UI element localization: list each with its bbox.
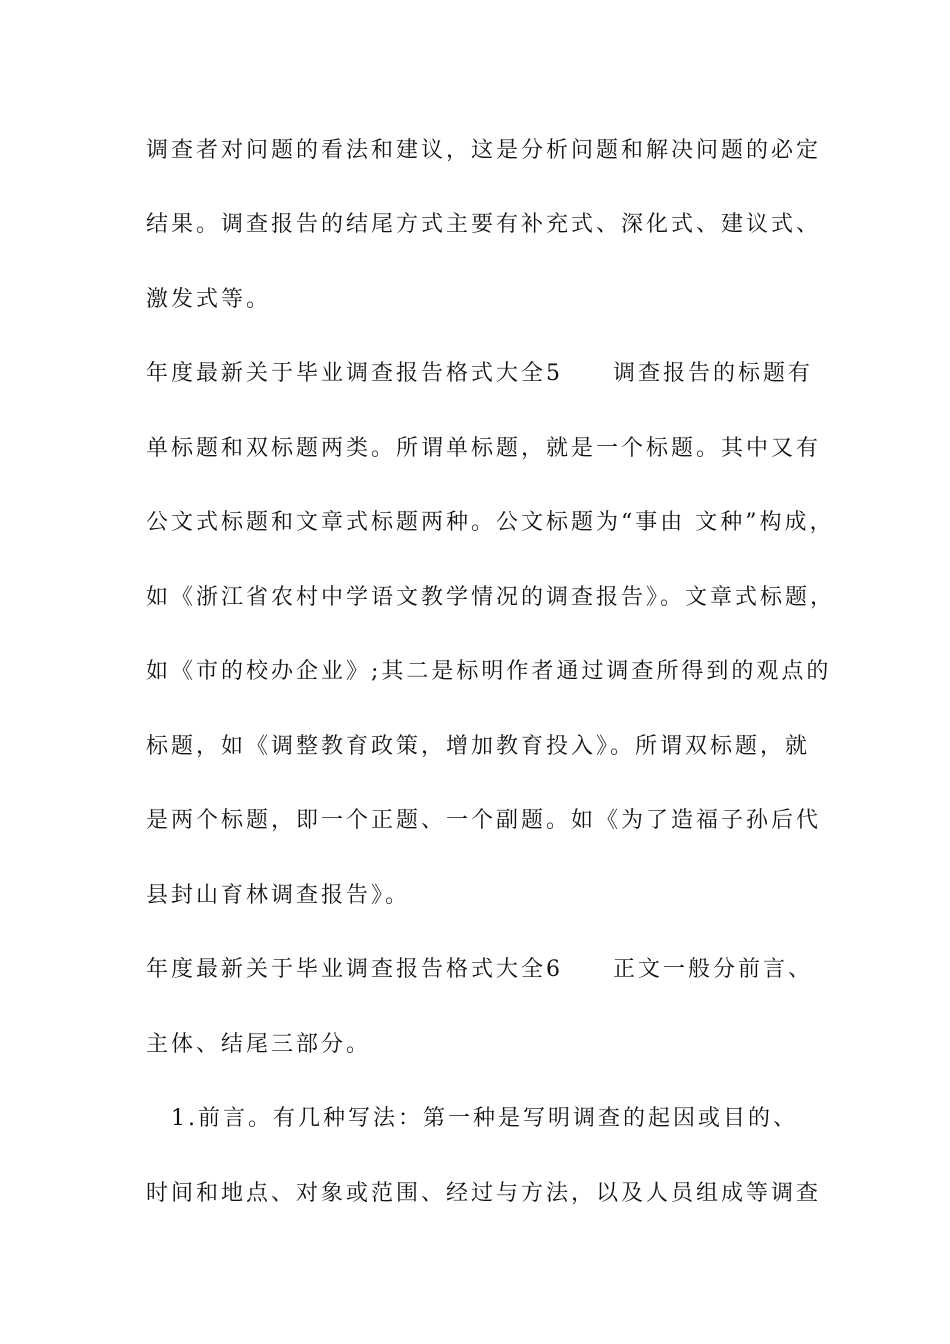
text-line-2: 结果。调查报告的结尾方式主要有补充式、深化式、建议式、 [146,212,822,237]
text-line-8: 如《市的校办企业》;其二是标明作者通过调查所得到的观点的 [146,659,832,684]
text-line-11: 县封山育林调查报告》。 [146,883,411,908]
section-heading-5: 年度最新关于毕业调查报告格式大全5 调查报告的标题有 [146,361,813,386]
text-line-10: 是两个标题，即一个正题、一个副题。如《为了造福子孙后代 [146,808,822,833]
section-heading-6: 年度最新关于毕业调查报告格式大全6 正文一般分前言、 [146,957,813,982]
text-line-3: 激发式等。 [146,287,272,312]
text-line-7: 如《浙江省农村中学语文教学情况的调查报告》。文章式标题， [146,585,836,610]
text-line-13: 主体、结尾三部分。 [146,1032,372,1057]
text-line-6: 公文式标题和文章式标题两种。公文标题为“事由 文种”构成， [146,510,835,535]
text-line-5: 单标题和双标题两类。所谓单标题，就是一个标题。其中又有 [146,436,822,461]
text-line-1: 调查者对问题的看法和建议，这是分析问题和解决问题的必定 [146,138,822,163]
text-line-9: 标题，如《调整教育政策，增加教育投入》。所谓双标题，就 [146,734,811,759]
text-line-15: 时间和地点、对象或范围、经过与方法，以及人员组成等调查 [146,1181,822,1206]
text-line-14: 1.前言。有几种写法：第一种是写明调查的起因或目的、 [146,1106,798,1131]
